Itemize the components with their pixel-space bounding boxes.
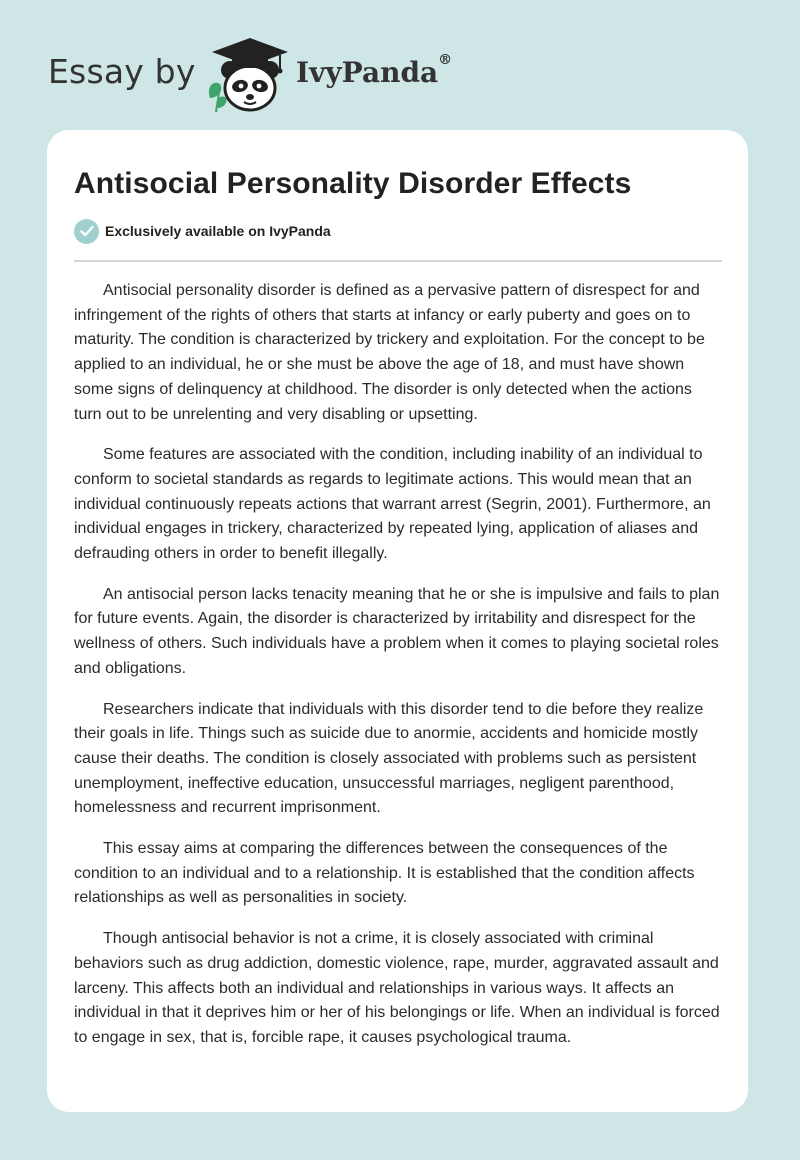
essay-card	[47, 130, 748, 1112]
registered-mark: ®	[438, 52, 453, 68]
site-header	[48, 32, 548, 112]
essay-by-label: Essay by	[48, 52, 196, 91]
essay-paragraph: Researchers indicate that individuals with this disorder tend to die before they realize their goals in life. Things such as suicide due to anormie, accidents and homicide mostly cause their deaths. The condition is closely associated with problems such as persistent unemployment, ineffective education, unsuccessful marriages, negligent parenthood, homelessness and recurrent imprisonment.	[74, 700, 704, 817]
essay-paragraph: This essay aims at comparing the differences between the consequences of the condition to an individual and to a relationship. It is established that the condition affects relationships as well as personalities in society.	[74, 840, 695, 907]
panda-logo-icon[interactable]	[204, 36, 290, 112]
exclusive-badge-text: Exclusively available on IvyPanda	[105, 223, 331, 239]
essay-paragraph: Antisocial personality disorder is defined as a pervasive pattern of disrespect for and infringement of the rights of others that starts at infancy or early puberty and goes on to maturity. The condition is characterized by trickery and exploitation. For the concept to be applied to an individual, he or she must be above the age of 18, and must have shown some signs of delinquency at childhood. The disorder is only detected when the actions turn out to be unrelenting and very disabling or upsetting.	[74, 282, 705, 423]
exclusive-badge	[74, 218, 722, 244]
divider	[74, 260, 722, 262]
essay-paragraph: An antisocial person lacks tenacity meaning that he or she is impulsive and fails to plan for future events. Again, the disorder is characterized by irritability and disrespect for the wellness of others. Such individuals have a problem when it comes to playing societal roles and obligations.	[74, 585, 720, 677]
essay-paragraph: Though antisocial behavior is not a crime, it is closely associated with criminal behaviors such as drug addiction, domestic violence, rape, murder, aggravated assault and larceny. This affects both an individual and relationships in various ways. It affects an individual in that it deprives him or her of his belongings or life. When an individual is forced to engage in sex, that is, forcible rape, it causes psychological trauma.	[74, 930, 720, 1046]
brand-name[interactable]	[296, 52, 453, 89]
brand-name-text: IvyPanda	[296, 56, 439, 89]
essay-paragraph: Some features are associated with the condition, including inability of an individual to conform to societal standards as regards to legitimate actions. This would mean that an individual continuously repeats actions that warrant arrest (Segrin, 2001). Furthermore, an individual engages in trickery, characterized by repeated lying, application of aliases and defrauding others in order to benefit illegally.	[74, 446, 711, 563]
checkmark-icon	[74, 219, 99, 244]
essay-title: Antisocial Personality Disorder Effects	[74, 167, 632, 200]
